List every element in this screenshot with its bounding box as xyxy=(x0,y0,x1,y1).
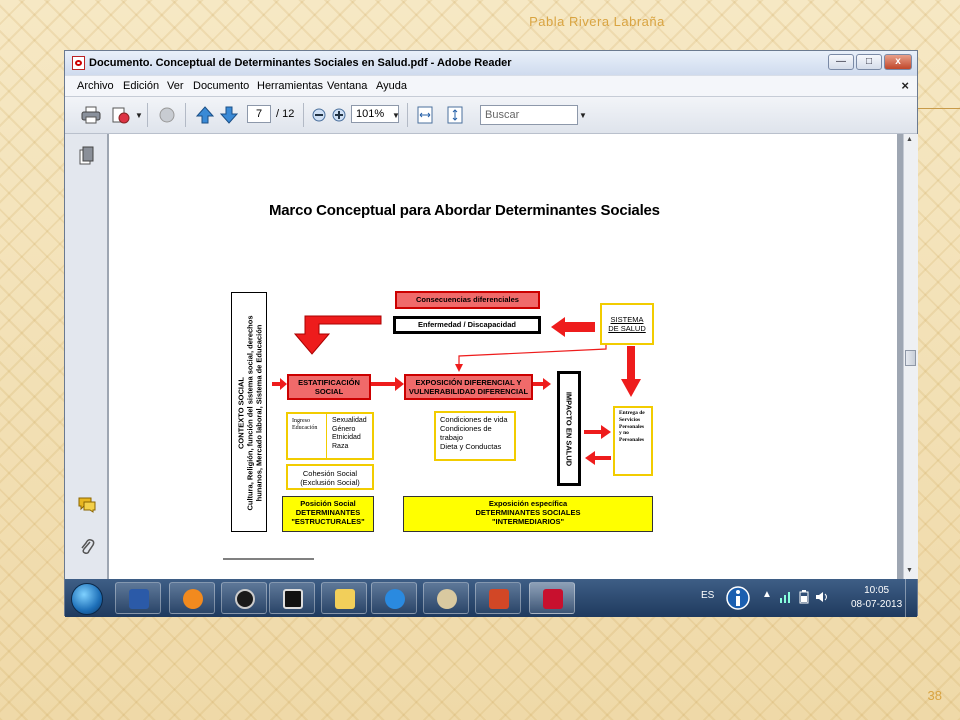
home-icon xyxy=(283,589,303,609)
zoom-level-input[interactable]: 101% xyxy=(351,105,399,123)
next-page-icon[interactable] xyxy=(219,106,239,124)
toolbar-separator xyxy=(407,103,408,127)
share-dropdown-caret[interactable]: ▼ xyxy=(135,111,143,120)
condiciones-box: Condiciones de vida Condiciones de trabajo Dieta y Conductas xyxy=(434,411,516,461)
show-hidden-icons[interactable]: ▲ xyxy=(762,589,772,600)
show-desktop-button[interactable] xyxy=(905,579,918,617)
pdf-page xyxy=(109,134,897,579)
comments-icon[interactable] xyxy=(78,497,96,513)
volume-icon[interactable] xyxy=(815,590,829,604)
pages-icon[interactable] xyxy=(79,146,95,166)
menu-documento[interactable]: Documento xyxy=(193,80,250,92)
menu-edicion[interactable]: Edición xyxy=(123,80,160,92)
zoom-dropdown-caret[interactable]: ▼ xyxy=(392,111,400,120)
system-clock[interactable] xyxy=(851,584,902,612)
search-dropdown-caret[interactable]: ▼ xyxy=(579,111,587,120)
hp-app-button[interactable] xyxy=(221,582,267,614)
menu-ayuda[interactable]: Ayuda xyxy=(376,80,407,92)
navigation-pane xyxy=(65,134,108,579)
language-indicator[interactable]: ES xyxy=(701,590,715,601)
previous-page-icon[interactable] xyxy=(195,106,215,124)
arrow-estratificacion-to-exposicion xyxy=(371,377,404,391)
paint-app-button[interactable] xyxy=(423,582,469,614)
hp-icon xyxy=(235,589,255,609)
toolbar-separator xyxy=(185,103,186,127)
link-arrowhead xyxy=(455,364,463,372)
ingreso-text: Ingreso Educación xyxy=(292,418,318,431)
minimize-button[interactable]: — xyxy=(828,54,854,70)
powerpoint-icon xyxy=(489,589,509,609)
sexualidad-text: Sexualidad Género Etnicidad Raza xyxy=(332,417,367,450)
arrow-contexto-to-estratificacion xyxy=(272,378,287,390)
arrow-sistema-to-enfermedad xyxy=(551,317,595,337)
slide-header: Pabla Rivera Labraña xyxy=(529,14,665,29)
page-total: / 12 xyxy=(276,108,295,120)
paint-icon xyxy=(437,589,457,609)
menu-ventana[interactable]: Ventana xyxy=(327,80,368,92)
contexto-social-box xyxy=(231,292,267,532)
close-button[interactable]: x xyxy=(884,54,912,70)
fit-page-icon[interactable] xyxy=(445,106,465,124)
bent-arrow xyxy=(295,316,381,354)
arrow-impacto-to-entrega xyxy=(584,425,611,439)
posicion-social-box: Posición Social DETERMINANTES "ESTRUCTURALES" xyxy=(282,496,374,532)
start-button[interactable] xyxy=(71,583,103,615)
powerpoint-app-button[interactable] xyxy=(475,582,521,614)
cohesion-box: Cohesión Social (Exclusión Social) xyxy=(286,464,374,490)
internet-explorer-app-button[interactable] xyxy=(371,582,417,614)
vertical-scrollbar[interactable] xyxy=(903,134,918,579)
word-icon xyxy=(129,589,149,609)
document-close-icon[interactable]: × xyxy=(901,78,909,93)
arrow-entrega-to-impacto xyxy=(585,451,611,465)
toolbar xyxy=(65,97,917,134)
clock-time: 10:05 xyxy=(864,585,890,596)
battery-icon[interactable] xyxy=(799,590,809,604)
word-app-button[interactable] xyxy=(115,582,161,614)
document-viewport[interactable] xyxy=(107,134,903,579)
entrega-servicios-box: Entrega de Servicios Personales y no Personales xyxy=(613,406,653,476)
ingreso-divider xyxy=(326,414,327,458)
toolbar-separator xyxy=(303,103,304,127)
contexto-social-text: CONTEXTO SOCIAL Cultura, Religión, función del sistema social, derechos hunanos, Mercado laboral, Sistema de Educación xyxy=(236,315,264,511)
share-icon[interactable] xyxy=(111,106,131,124)
impacto-salud-box xyxy=(557,371,581,486)
pdf-icon xyxy=(72,56,85,70)
decorative-line xyxy=(918,108,960,109)
toolbar-separator xyxy=(147,103,148,127)
windows-taskbar xyxy=(65,579,917,617)
print-icon[interactable] xyxy=(81,106,101,124)
diagram-title: Marco Conceptual para Abordar Determinantes Sociales xyxy=(269,202,660,219)
window-title: Documento. Conceptual de Determinantes Sociales en Salud.pdf - Adobe Reader xyxy=(89,57,512,69)
clock-date: 08-07-2013 xyxy=(851,599,903,610)
menu-archivo[interactable]: Archivo xyxy=(77,80,114,92)
estratificacion-box: ESTATIFICACIÓN SOCIAL xyxy=(287,374,371,400)
adobe-reader-icon xyxy=(543,589,563,609)
network-icon[interactable] xyxy=(779,590,791,604)
scroll-up-icon[interactable]: ▲ xyxy=(906,136,913,143)
exposicion-especifica-box: Exposición específica DETERMINANTES SOCIALES "INTERMEDIARIOS" xyxy=(403,496,653,532)
menu-ver[interactable]: Ver xyxy=(167,80,184,92)
menu-bar xyxy=(65,76,917,97)
info-icon[interactable] xyxy=(725,583,751,613)
scroll-down-icon[interactable]: ▼ xyxy=(906,567,913,574)
adobe-reader-app-button[interactable] xyxy=(529,582,575,614)
page-number-input[interactable]: 7 xyxy=(247,105,271,123)
collaborate-icon[interactable] xyxy=(157,106,177,124)
link-line xyxy=(459,342,606,366)
media-player-app-button[interactable] xyxy=(169,582,215,614)
impacto-salud-text: IMPACTO EN SALUD xyxy=(564,391,574,467)
maximize-button[interactable]: □ xyxy=(856,54,882,70)
arrow-exposicion-to-impacto xyxy=(533,378,551,390)
exposicion-diferencial-box: EXPOSICIÓN DIFERENCIAL Y VULNERABILIDAD DIFERENCIAL xyxy=(404,374,533,400)
internet-explorer-icon xyxy=(385,589,405,609)
attachments-icon[interactable] xyxy=(79,537,95,557)
ingreso-box xyxy=(286,412,374,460)
scroll-thumb[interactable] xyxy=(905,350,916,366)
slide-number: 38 xyxy=(927,688,942,703)
menu-herramientas[interactable]: Herramientas xyxy=(257,80,324,92)
search-input[interactable]: Buscar xyxy=(480,105,578,125)
sistema-salud-box: SISTEMA DE SALUD xyxy=(600,303,654,345)
file-explorer-app-button[interactable] xyxy=(321,582,367,614)
arrow-sistema-to-entrega xyxy=(621,346,641,397)
home-app-button[interactable] xyxy=(269,582,315,614)
folder-icon xyxy=(335,589,355,609)
enfermedad-box: Enfermedad / Discapacidad xyxy=(393,316,541,334)
zoom-out-icon[interactable] xyxy=(309,106,329,124)
zoom-in-icon[interactable] xyxy=(329,106,349,124)
consecuencias-box: Consecuencias diferenciales xyxy=(395,291,540,309)
media-player-icon xyxy=(183,589,203,609)
fit-width-icon[interactable] xyxy=(415,106,435,124)
title-bar[interactable] xyxy=(65,51,917,75)
adobe-reader-window xyxy=(64,50,918,616)
